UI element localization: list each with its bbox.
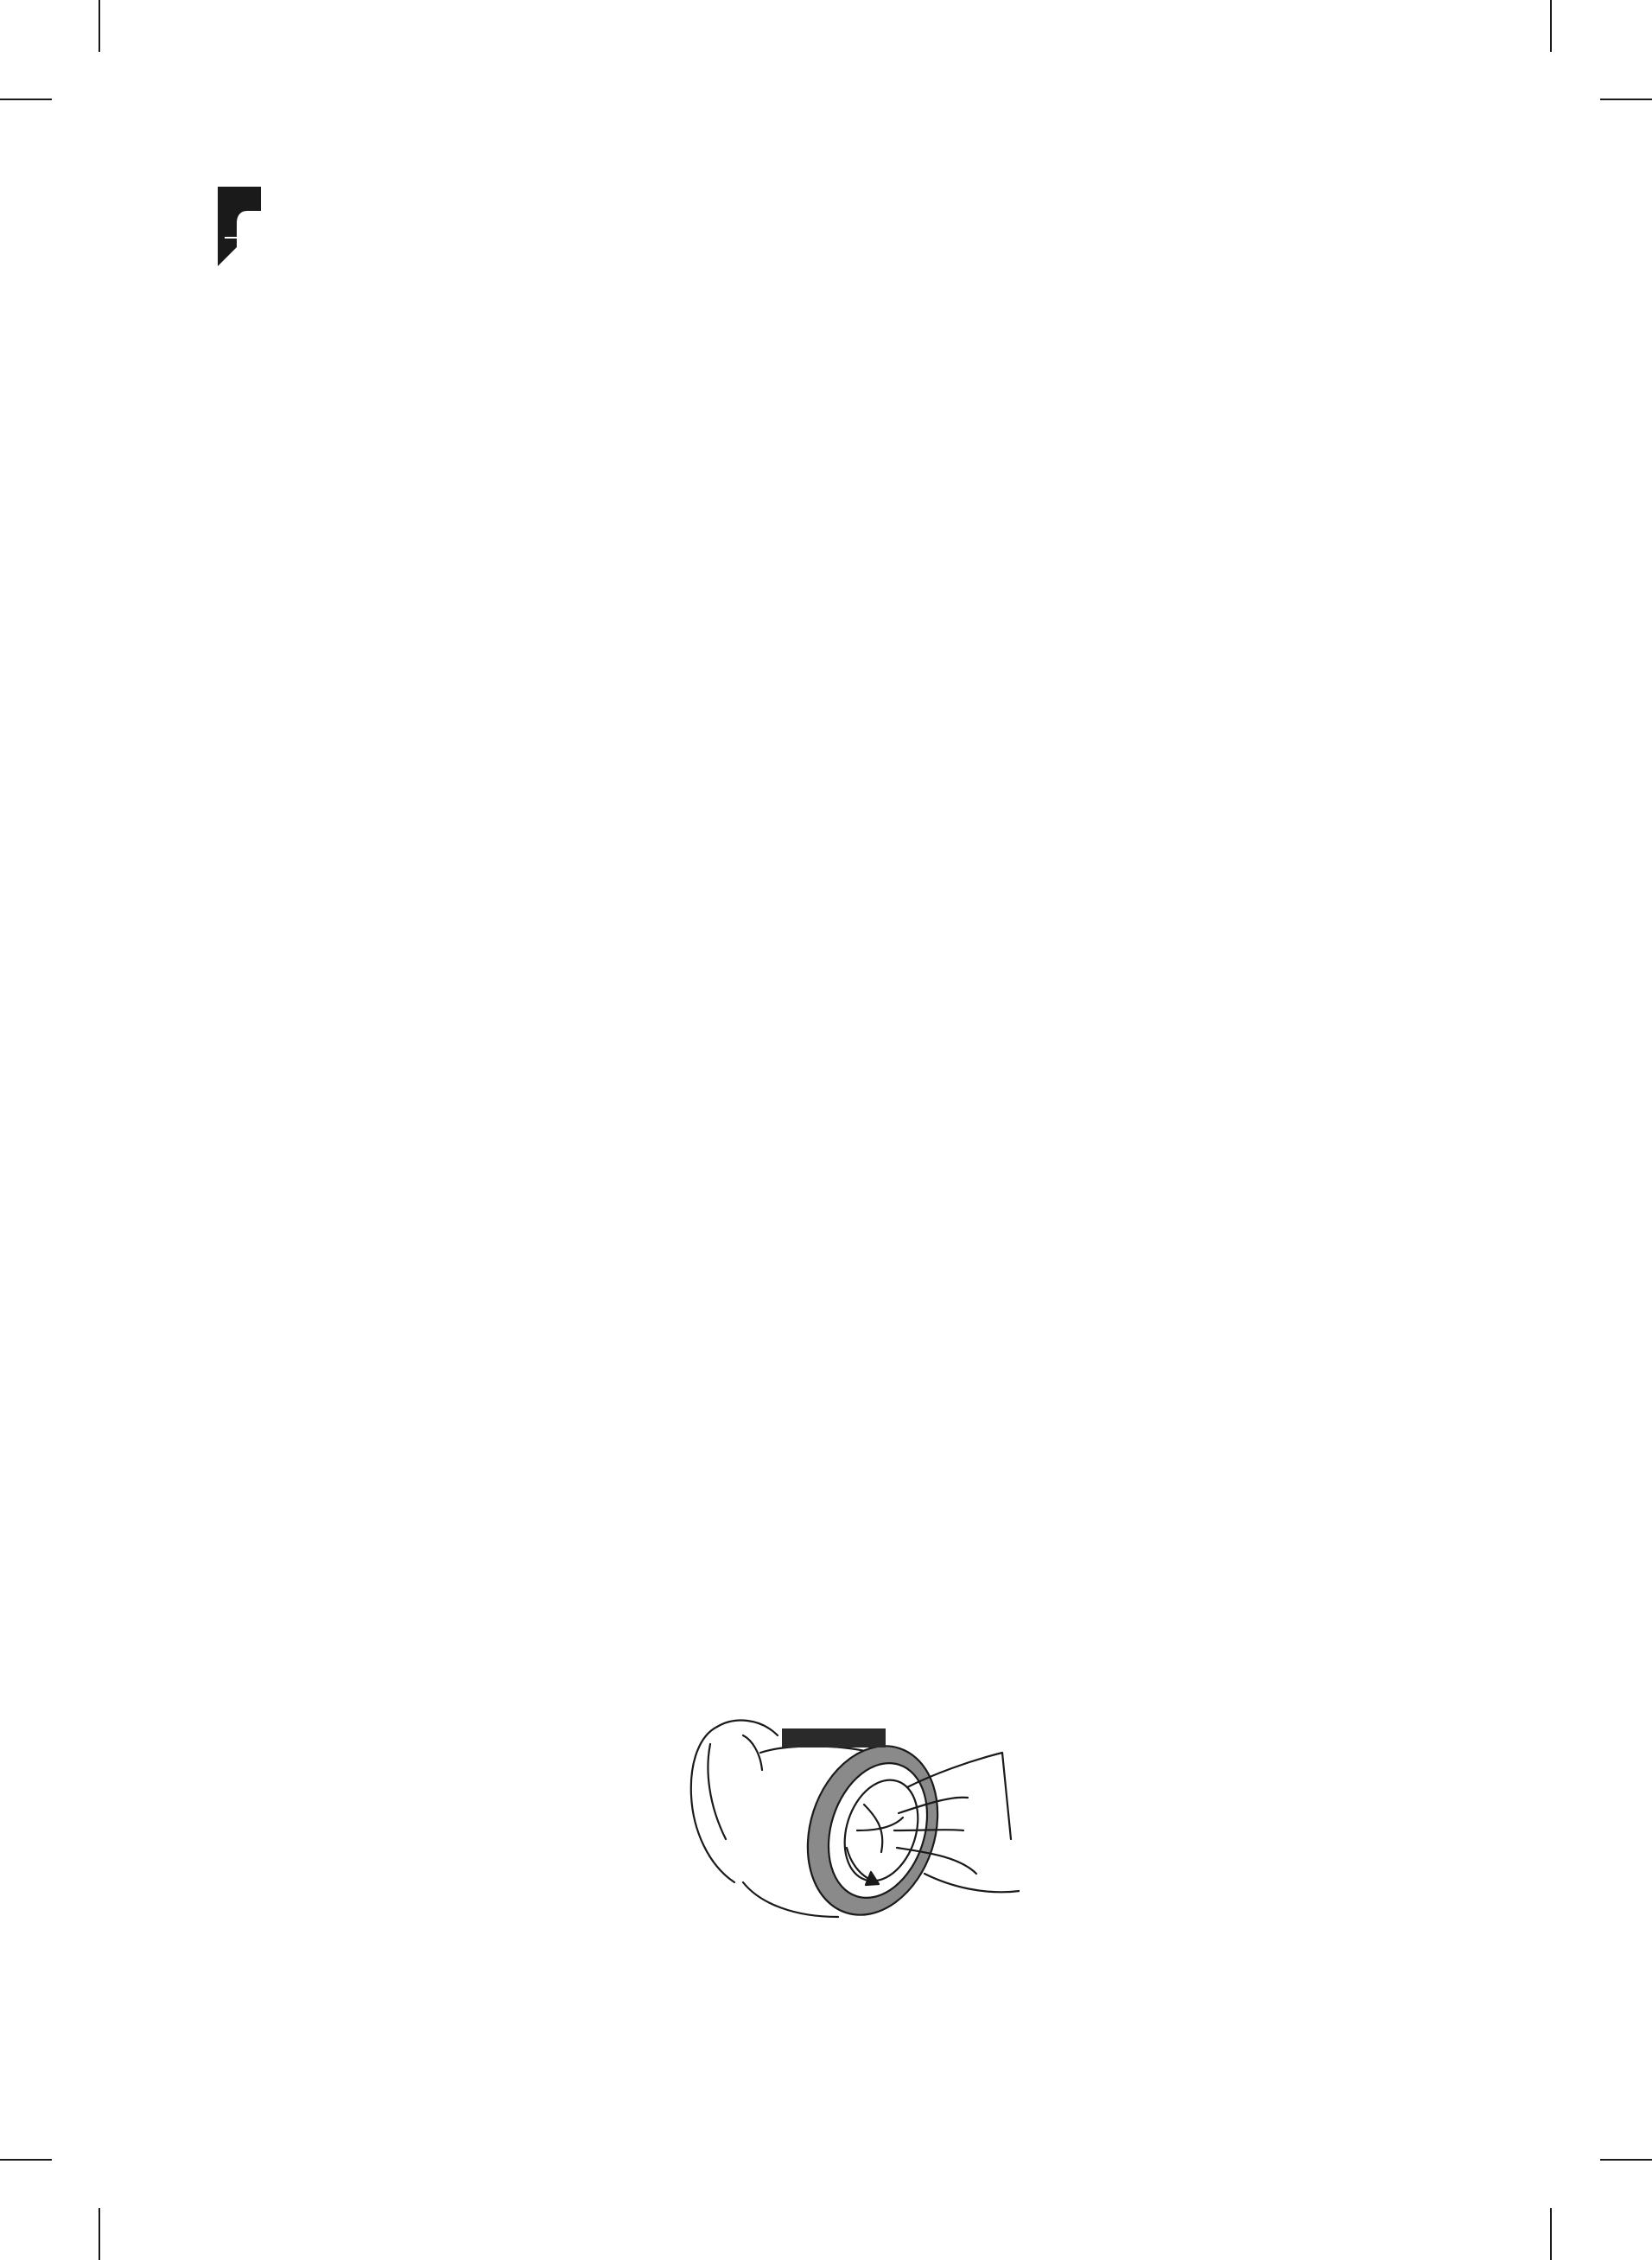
- crop-mark: [1550, 0, 1552, 52]
- crop-mark: [0, 2159, 52, 2161]
- crop-mark: [1600, 2159, 1652, 2161]
- crop-mark: [98, 0, 100, 52]
- crop-mark: [1600, 99, 1652, 100]
- blade-removal-illustration: [665, 1701, 1020, 1943]
- crop-mark: [0, 99, 52, 100]
- kitfort-logo-icon: [218, 187, 266, 270]
- crop-mark: [1550, 2208, 1552, 2260]
- crop-mark: [98, 2208, 100, 2260]
- brand-logo: [218, 187, 391, 270]
- hands-bowl-icon: [665, 1701, 1020, 1943]
